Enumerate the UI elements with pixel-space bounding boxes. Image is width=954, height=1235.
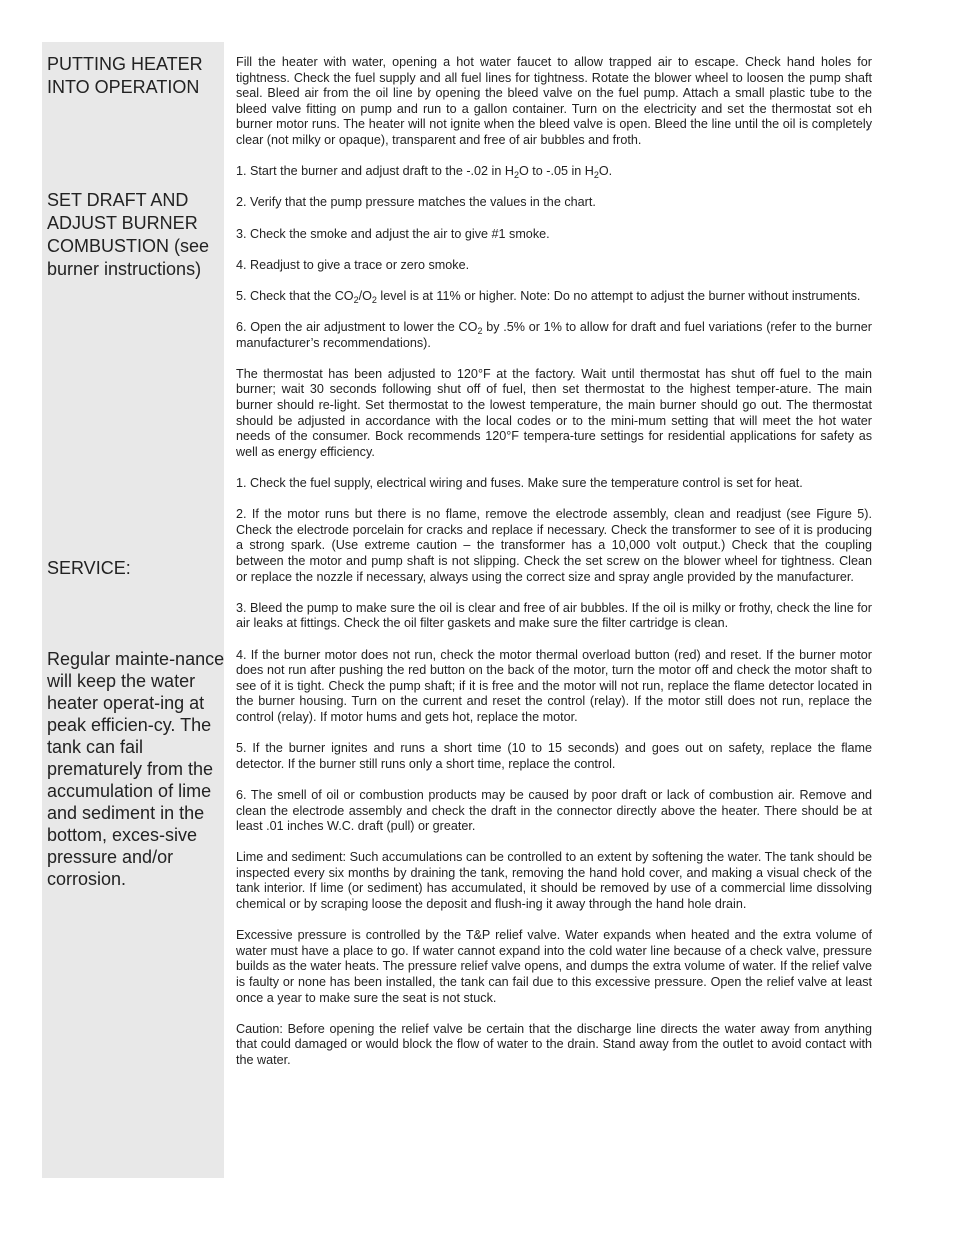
draft-step-4: 4. Readjust to give a trace or zero smoke. <box>236 257 470 272</box>
heading-service: SERVICE: <box>47 558 131 578</box>
service-step-2: 2. If the motor runs but there is no flame, remove the electrode assembly, clean and readjust (see Figure 5). Check the electrode porcelain for cracks and replace if necessary. Check the transformer to see of it is producing a strong spark. (Use extreme caution – the transformer has a 10,000 volt output.) Check that the coupling between the motor and pump shaft is not slipping. Check the set screw on the blower wheel for tightness. Clean or replace the nozzle if necessary, always using the correct size and spray angle provided by the manufacturer. <box>236 507 872 584</box>
draft-step-1: 1. Start the burner and adjust draft to the -.02 in $H_2O$ to -.05 in $H_2O$. <box>236 164 613 181</box>
draft-step-3: 3. Check the smoke and adjust the air to give #1 smoke. <box>236 226 550 241</box>
service-step-6: 6. The smell of oil or combustion products may be caused by poor draft or lack of combustion air. Remove and clean the electrode assembly and check the draft in the connector directly above the heater. There should be at least .01 inches W.C. draft (pull) or greater. <box>236 787 872 834</box>
caution-paragraph: Caution: Before opening the relief valve be certain that the discharge line directs the water away from anything that could damaged or would block the flow of water to the drain. Stand away from the outlet to avoid contact with the water. <box>236 1021 872 1067</box>
heading-set-draft: SET DRAFT AND ADJUST BURNER COMBUSTION (see burner instructions) <box>47 190 210 279</box>
excessive-pressure-paragraph: Excessive pressure is controlled by the T&P relief valve. Water expands when heated and the extra volume of water must have a place to go. If water cannot expand into the cold water line because of a check valve, pressure builds as the water heats. The pressure relief valve opens, and dumps the extra volume of water. If the relief valve is faulty or none has been installed, the tank can fail due to this excessive pressure. Open the relief valve at least once a year to make sure the seat is not stuck. <box>236 928 872 1005</box>
draft-step-5: 5. Check that the $CO_2/O_2$ level is at 11% or higher. Note: Do no attempt to adjust the burner without instruments. <box>236 288 861 305</box>
service-step-5: 5. If the burner ignites and runs a short time (10 to 15 seconds) and goes out on safety, replace the flame detector. If the burner still runs only a short time, replace the control. <box>236 741 872 771</box>
lime-sediment-paragraph: Lime and sediment: Such accumulations can be controlled to an extent by softening the water. The tank should be inspected every six months by draining the tank, removing the hand hold cover, and making a visual check of the tank interior. If lime (or sediment) has accumulated, it should be removed by use of a commercial lime dissolving chemical or by scraping loose the deposit and flush-ing it away through the hand hole drain. <box>236 850 872 912</box>
service-step-4: 4. If the burner motor does not run, check the motor thermal overload button (red) and reset. If the burner motor does not run after pushing the red button on the back of the motor, turn the motor off and check the motor shaft to see of it is tight. Check the pump shaft; if it is free and the motor will not run, replace the flame detector located in the burner housing. Turn on the current and reset the control (relay). If the motor still does not run, replace the control (relay). If motor hums and gets hot, replace the motor. <box>236 647 872 724</box>
thermostat-paragraph: The thermostat has been adjusted to 120°F at the factory. Wait until thermostat has shut off fuel to the main burner; wait 30 seconds following shut off of fuel, then set thermostat to the highest temper-ature. The main burner should re-light. Set thermostat to the lowest temperature, the main burner should go out. The thermostat should be adjusted in accordance with the local codes or to the mini-mum setting that will meet the hot water needs of the consumer. Bock recommends 120°F tempera-ture settings for residential applications for safety as well as energy efficiency. <box>236 366 872 459</box>
operation-paragraph: Fill the heater with water, opening a hot water faucet to allow trapped air to escape. Check hand holes for tightness. Check the fuel supply and all fuel lines for tightness. Rotate the blower wheel to loosen the pump shaft seal. Bleed air from the oil line by opening the bleed valve on the fuel pump. Attach a small plastic tube to the bleed valve fitting on pump and run to a gallon container. Turn on the electricity and set the thermostat sot eh burner motor runs. The heater will not ignite when the bleed valve is open. Bleed the line until the oil is completely clear (not milky or opaque), transparent and free of air bubbles and froth. <box>236 55 872 147</box>
draft-step-2: 2. Verify that the pump pressure matches the values in the chart. <box>236 195 596 210</box>
sidebar-maintenance-note: Regular mainte-nance will keep the water heater operat-ing at peak efficien-cy. The tank can fail prematurely from the accumulation of lime and sediment in the bottom, exces-sive pressure and/or corrosion. <box>47 649 225 889</box>
heading-putting-heater-into-operation: PUTTING HEATER INTO OPERATION <box>47 54 203 97</box>
service-step-3: 3. Bleed the pump to make sure the oil is clear and free of air bubbles. If the oil is milky or frothy, check the line for air leaks at fittings. Check the oil filter gaskets and make sure the filter cartridge is clean. <box>236 600 872 631</box>
service-step-1: 1. Check the fuel supply, electrical wiring and fuses. Make sure the temperature control is set for heat. <box>236 476 803 491</box>
main-content <box>236 55 872 1084</box>
draft-step-6: 6. Open the air adjustment to lower the $CO_2$ by .5% or 1% to allow for draft and fuel variations (refer to the burner manufacturer’s recommendations). <box>236 320 873 350</box>
